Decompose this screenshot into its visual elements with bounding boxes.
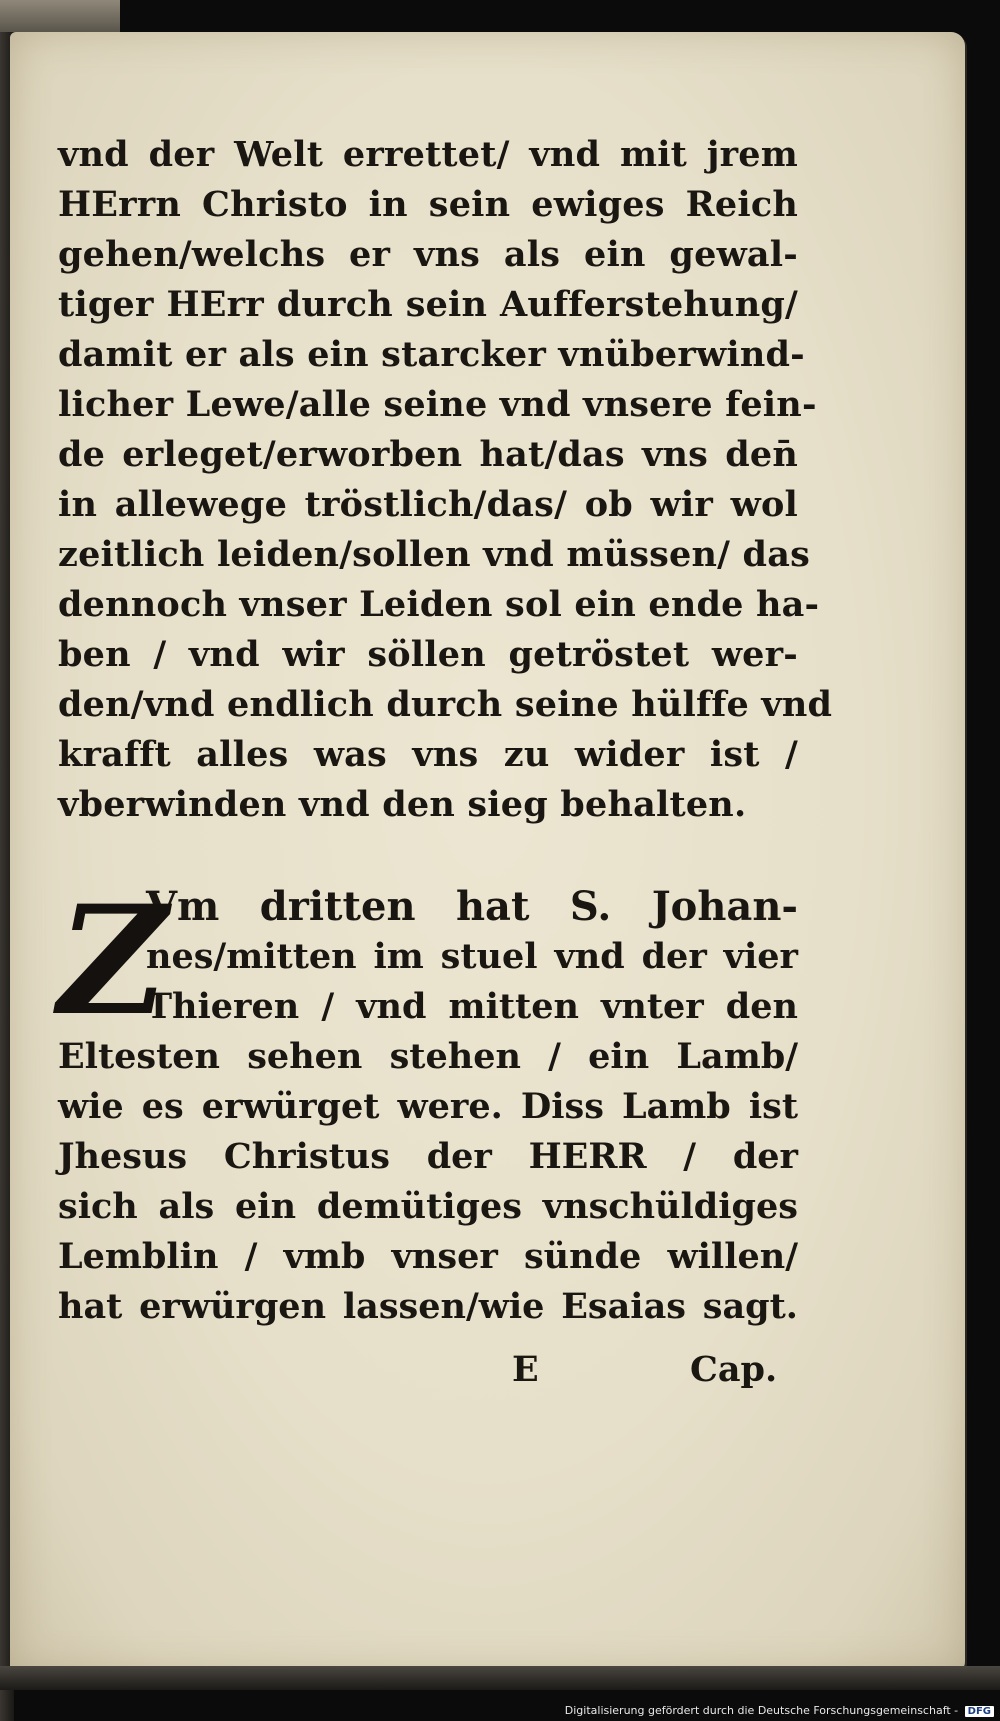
text-line: Jhesus Christus der HERR / der	[58, 1136, 798, 1177]
text-line: sich als ein demütiges vnschüldiges	[58, 1186, 798, 1227]
catchword: Cap.	[690, 1349, 778, 1390]
text-line: Vm dritten hat S. Johan-	[146, 883, 798, 930]
text-line: damit er als ein starcker vnüberwind-	[58, 334, 805, 375]
top-binding-strip	[0, 0, 120, 32]
text-line: hat erwürgen lassen/wie Esaias sagt.	[58, 1286, 798, 1327]
bottom-binding-strip	[0, 1666, 1000, 1690]
text-line: den/vnd endlich durch seine hülffe vnd	[58, 684, 833, 725]
text-line: Thieren / vnd mitten vnter den	[146, 986, 798, 1027]
paragraph-2	[58, 873, 798, 1332]
signature-mark: E	[512, 1349, 539, 1390]
funding-footer	[565, 1704, 994, 1717]
text-line: HErrn Christo in sein ewiges Reich	[58, 184, 798, 225]
text-line: dennoch vnser Leiden sol ein ende ha-	[58, 584, 820, 625]
text-line: tiger HErr durch sein Aufferstehung/	[58, 284, 798, 325]
drop-cap-initial: Z	[58, 873, 168, 1049]
paragraph-1	[58, 130, 833, 830]
text-line: wie es erwürget were. Diss Lamb ist	[58, 1086, 798, 1127]
text-line: de erleget/erworben hat/das vns den̄	[58, 434, 798, 475]
text-line: nes/mitten im stuel vnd der vier	[146, 936, 798, 977]
text-line: zeitlich leiden/sollen vnd müssen/ das	[58, 534, 810, 575]
text-line: gehen/welchs er vns als ein gewal-	[58, 234, 798, 275]
text-line: vberwinden vnd den sieg behalten.	[58, 784, 747, 825]
dfg-logo-icon: DFG	[965, 1706, 994, 1717]
text-line: Eltesten sehen stehen / ein Lamb/	[58, 1036, 798, 1077]
text-line: vnd der Welt errettet/ vnd mit jrem	[58, 134, 798, 175]
text-line: in allewege tröstlich/das/ ob wir wol	[58, 484, 798, 525]
text-line: licher Lewe/alle seine vnd vnsere fein-	[58, 384, 817, 425]
text-line: Lemblin / vmb vnser sünde willen/	[58, 1236, 798, 1277]
text-line: krafft alles was vns zu wider ist /	[58, 734, 798, 775]
text-line: ben / vnd wir söllen getröstet wer-	[58, 634, 798, 675]
funding-notice-text: Digitalisierung gefördert durch die Deutsche Forschungsgemeinschaft -	[564, 1704, 959, 1717]
